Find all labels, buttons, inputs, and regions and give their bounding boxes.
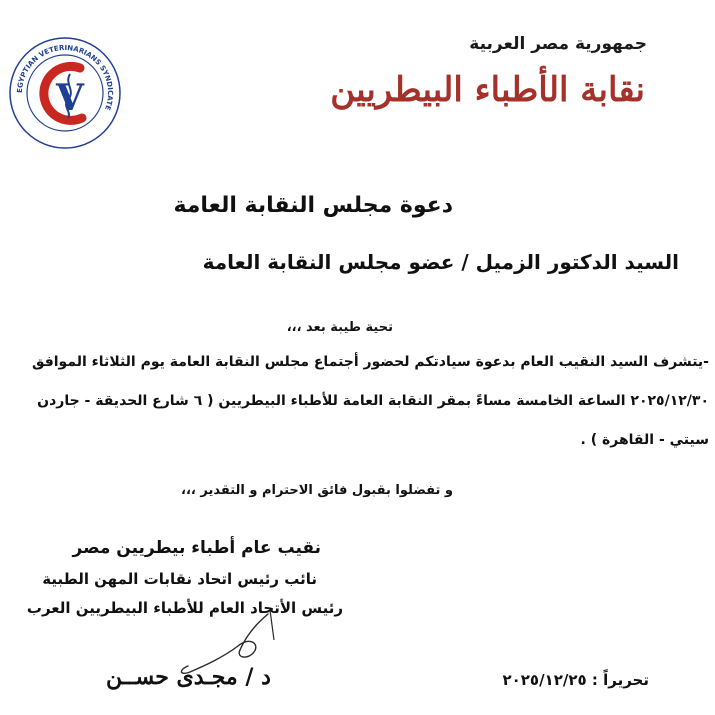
logo-letter: V (56, 77, 84, 119)
logo-ring-text: EGYPTIAN VETERINARIANS SYNDICATE (15, 43, 115, 112)
signatory-title-3: رئيس الأتحاد العام للأطباء البيطريين العرب (26, 599, 343, 617)
body-line-3: سيتي - القاهرة ) . (580, 432, 709, 448)
signatory-title-1: نقيب عام أطباء بيطريين مصر (72, 538, 321, 558)
issue-date (502, 671, 649, 689)
signatory-name: د / مجـدى حســن (106, 664, 271, 690)
signatory-title-2: نائب رئيس اتحاد نقابات المهن الطبية (42, 570, 317, 588)
date-label: تحريراً : (591, 671, 649, 689)
invitation-title: دعوة مجلس النقابة العامة (173, 193, 453, 218)
country-name: جمهورية مصر العربية (469, 34, 647, 54)
date-value: ٢٠٢٥/١٢/٢٥ (502, 671, 587, 689)
addressee-line: السيد الدكتور الزميل / عضو مجلس النقابة العامة (202, 250, 679, 274)
closing-line: و تفضلوا بقبول فائق الاحترام و التقدير ،،، (181, 483, 453, 498)
syndicate-name: نقابة الأطباء البيطريين (330, 70, 645, 110)
body-line-1: -يتشرف السيد النقيب العام بدعوة سيادتكم لحضور أجتماع مجلس النقابة العامة يوم الثلاثاء الموافق (31, 354, 709, 370)
syndicate-logo (6, 34, 124, 152)
body-line-2: ٢٠٢٥/١٢/٣٠ الساعة الخامسة مساءً بمقر النقابة العامة للأطباء البيطريين ( ٦ شارع الحديقة - جاردن (37, 393, 709, 409)
greeting: تحية طيبة بعد ،،، (286, 320, 393, 335)
